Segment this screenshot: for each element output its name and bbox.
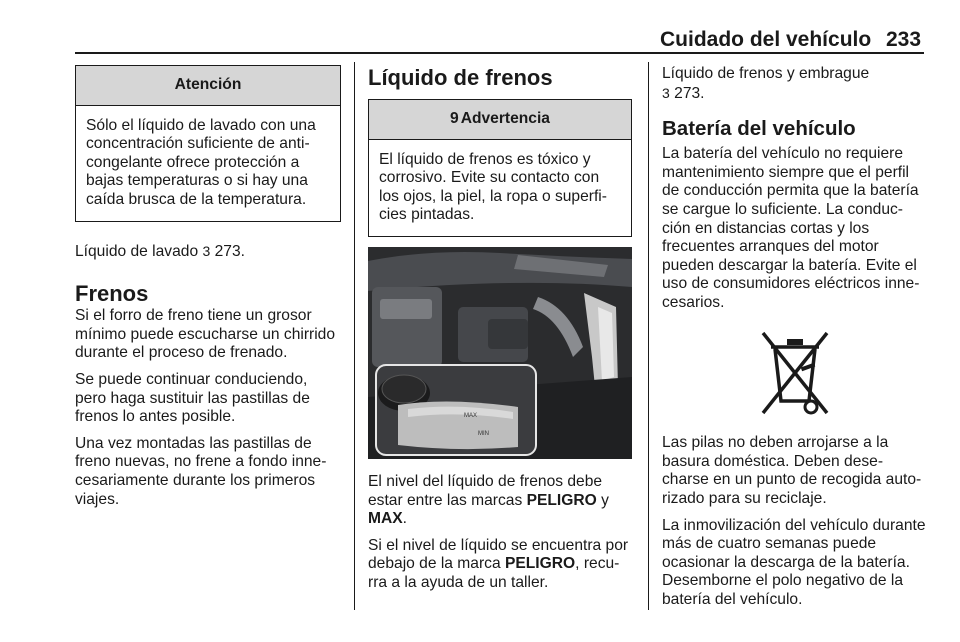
warning-triangle-icon: 9: [450, 110, 459, 127]
page-header-title: Cuidado del vehículo: [660, 28, 872, 51]
crossed-out-bin-icon: [757, 327, 833, 419]
svg-text:MIN: MIN: [478, 430, 489, 437]
brakes-paragraph-1: Si el forro de freno tiene un grosor mínimo puede escucharse un chirrido durante el proceso de frenado.: [75, 307, 336, 362]
attention-title: Atención: [76, 66, 340, 106]
brakes-paragraph-2: Se puede continuar conduciendo, pero haga sustituir las pastillas de frenos lo antes posible.: [75, 370, 310, 426]
low-fluid-paragraph: [368, 537, 632, 593]
fluid-ref-page: 273.: [674, 84, 705, 102]
column-2: [368, 65, 632, 601]
xref-arrow-icon-2: 3: [662, 84, 670, 101]
washer-ref-page: 273.: [214, 242, 245, 260]
engine-bay-illustration: [368, 247, 632, 459]
brakes-paragraph-3: Una vez montadas las pastillas de freno nuevas, no frene a fondo inne-cesariamente durante los primeros viajes.: [75, 434, 327, 508]
mark-peligro-2: PELIGRO: [504, 555, 576, 573]
washer-ref-text: Líquido de lavado: [75, 242, 199, 260]
fluid-level-text-after: .: [402, 510, 407, 528]
warning-body: El líquido de frenos es tóxico y corrosivo. Evite su contacto con los ojos, la piel, la ropa o superfi-cies pintadas.: [379, 150, 607, 224]
mark-peligro: PELIGRO: [526, 491, 597, 509]
xref-arrow-icon: 3: [202, 242, 211, 259]
mark-max: MAX: [368, 510, 403, 528]
column-divider-1: [354, 62, 355, 610]
fluid-level-text-mid: y: [601, 491, 609, 509]
recycle-symbol-wrapper: [662, 327, 927, 425]
battery-paragraph-2: Las pilas no deben arrojarse a la basura doméstica. Deben dese-charse en un punto de recogida auto-rizado para su reciclaje.: [662, 434, 922, 507]
battery-heading: Batería del vehículo: [662, 117, 856, 141]
column-1: [75, 65, 341, 517]
column-3: [662, 65, 927, 617]
battery-paragraph-3: La inmovilización del vehículo durante más de cuatro semanas puede ocasionar la descarga de la batería. Desemborne el polo negativo de la batería del vehículo.: [662, 516, 926, 608]
header-rule: [75, 52, 924, 54]
svg-text:MAX: MAX: [464, 412, 478, 419]
low-fluid-text-before: Si el nivel de líquido se encuentra por debajo de la marca: [368, 536, 629, 573]
washer-fluid-reference: [75, 242, 341, 262]
brakes-heading: Frenos: [75, 281, 149, 307]
fluid-level-paragraph: [368, 473, 632, 529]
column-divider-2: [648, 62, 649, 610]
warning-title-row: [369, 100, 631, 140]
battery-paragraph-1: La batería del vehículo no requiere mantenimiento siempre que el perfil de conducción permita que la batería se cargue lo suficiente. La conduc-ción en distancias cortas y los frecuentes arranques del motor pueden descargar la batería. Evite el uso de consumidores eléctricos inne-cesarios.: [662, 145, 920, 311]
attention-box: [75, 65, 341, 222]
low-fluid-text-after: , recu-rra a la ayuda de un taller.: [368, 555, 620, 591]
warning-box: [368, 99, 632, 237]
fluid-ref-text: Líquido de frenos y embrague: [662, 65, 870, 82]
fluid-level-text-before: El nivel del líquido de frenos debe estar entre las marcas: [368, 472, 603, 509]
attention-body: Sólo el líquido de lavado con una concentración suficiente de anti-congelante ofrece protección a bajas temperaturas o si hay una caída brusca de la temperatura.: [86, 116, 316, 208]
warning-title: Advertencia: [460, 110, 550, 127]
brake-fluid-reservoir-photo: [368, 247, 632, 459]
brake-fluid-heading: Líquido de frenos: [368, 65, 553, 90]
page-number: 233: [886, 28, 922, 51]
brake-clutch-fluid-reference: [662, 65, 927, 103]
